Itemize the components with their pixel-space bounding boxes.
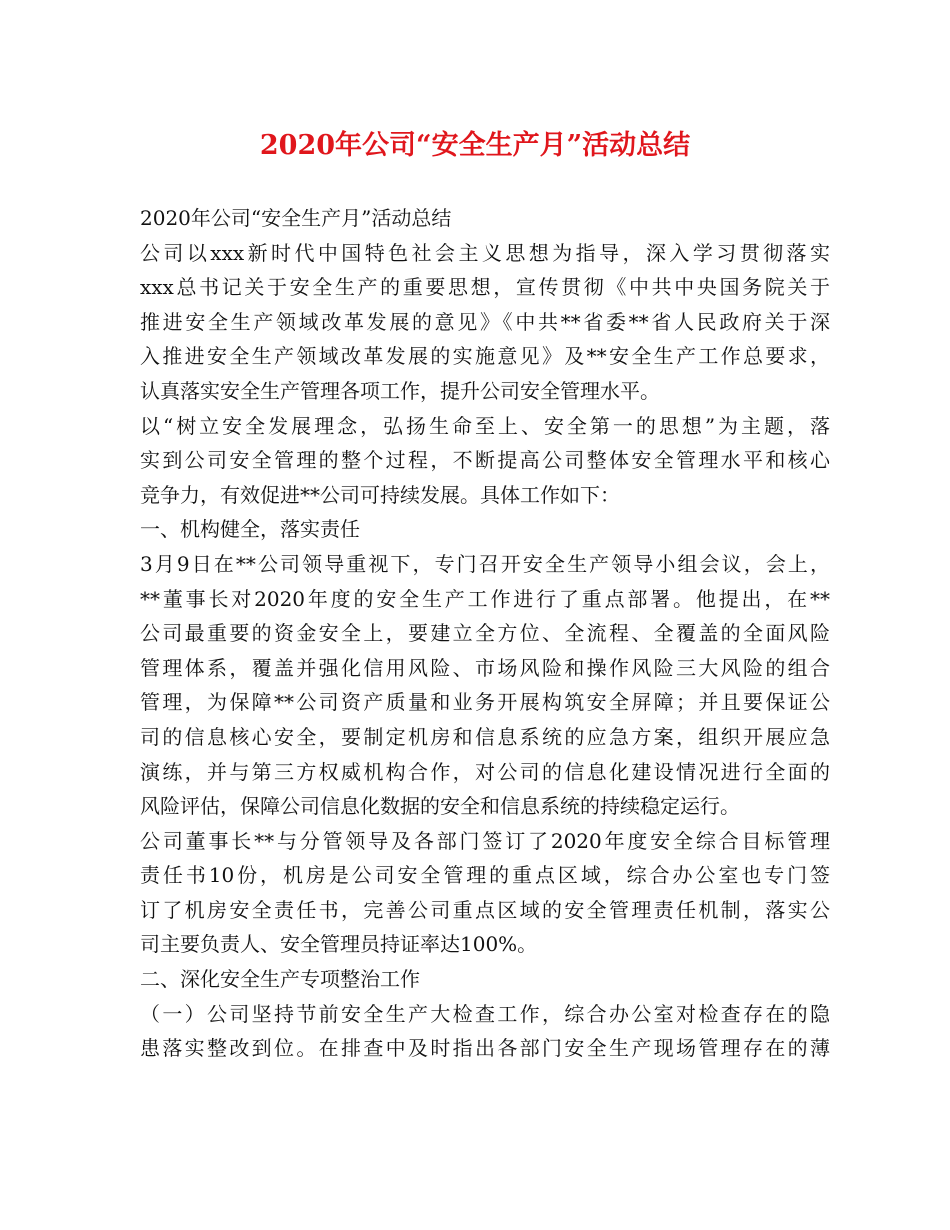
body-line: 推进安全生产领域改革发展的意见》《中共**省委**省人民政府关于深	[140, 309, 830, 334]
body-line: 风险评估，保障公司信息化数据的安全和信息系统的持续稳定运行。	[140, 794, 740, 819]
body-line: 以“树立安全发展理念，弘扬生命至上、安全第一的思想”为主题，落	[140, 413, 830, 438]
body-line: **董事长对2020年度的安全生产工作进行了重点部署。他提出，在**	[140, 586, 830, 611]
body-line: 认真落实安全生产管理各项工作，提升公司安全管理水平。	[140, 378, 660, 403]
body-line: 责任书10份，机房是公司安全管理的重点区域，综合办公室也专门签	[140, 863, 830, 888]
section-heading: 一、机构健全，落实责任	[140, 517, 360, 542]
body-line: 订了机房安全责任书，完善公司重点区域的安全管理责任机制，落实公	[140, 897, 830, 922]
section-heading: 二、深化安全生产专项整治工作	[140, 967, 420, 992]
body-line: 管理体系，覆盖并强化信用风险、市场风险和操作风险三大风险的组合	[140, 655, 830, 680]
body-line: xxx总书记关于安全生产的重要思想，宣传贯彻《中共中央国务院关于	[140, 275, 830, 300]
body-line: 患落实整改到位。在排查中及时指出各部门安全生产现场管理存在的薄	[140, 1036, 830, 1061]
body-line: 演练，并与第三方权威机构合作，对公司的信息化建设情况进行全面的	[140, 759, 830, 784]
body-line: 公司最重要的资金安全上，要建立全方位、全流程、全覆盖的全面风险	[140, 621, 830, 646]
body-line: 司的信息核心安全，要制定机房和信息系统的应急方案，组织开展应急	[140, 724, 830, 749]
body-line: （一）公司坚持节前安全生产大检查工作，综合办公室对检查存在的隐	[140, 1001, 830, 1026]
body-line: 公司以xxx新时代中国特色社会主义思想为指导，深入学习贯彻落实	[140, 240, 830, 265]
body-line-heading: 2020年公司“安全生产月”活动总结	[140, 206, 452, 230]
document-title: 2020年公司“安全生产月”活动总结	[259, 130, 691, 161]
body-line: 公司董事长**与分管领导及各部门签订了2020年度安全综合目标管理	[140, 828, 830, 853]
body-line: 入推进安全生产领域改革发展的实施意见》及**安全生产工作总要求，	[140, 344, 830, 369]
body-line: 竞争力，有效促进**公司可持续发展。具体工作如下：	[140, 482, 620, 507]
body-line: 司主要负责人、安全管理员持证率达100%。	[140, 932, 538, 957]
body-line: 3月9日在**公司领导重视下，专门召开安全生产领导小组会议，会上，	[140, 551, 830, 576]
document-body	[140, 201, 830, 1066]
body-line: 管理，为保障**公司资产质量和业务开展构筑安全屏障；并且要保证公	[140, 690, 830, 715]
body-line: 实到公司安全管理的整个过程，不断提高公司整体安全管理水平和核心	[140, 448, 830, 473]
